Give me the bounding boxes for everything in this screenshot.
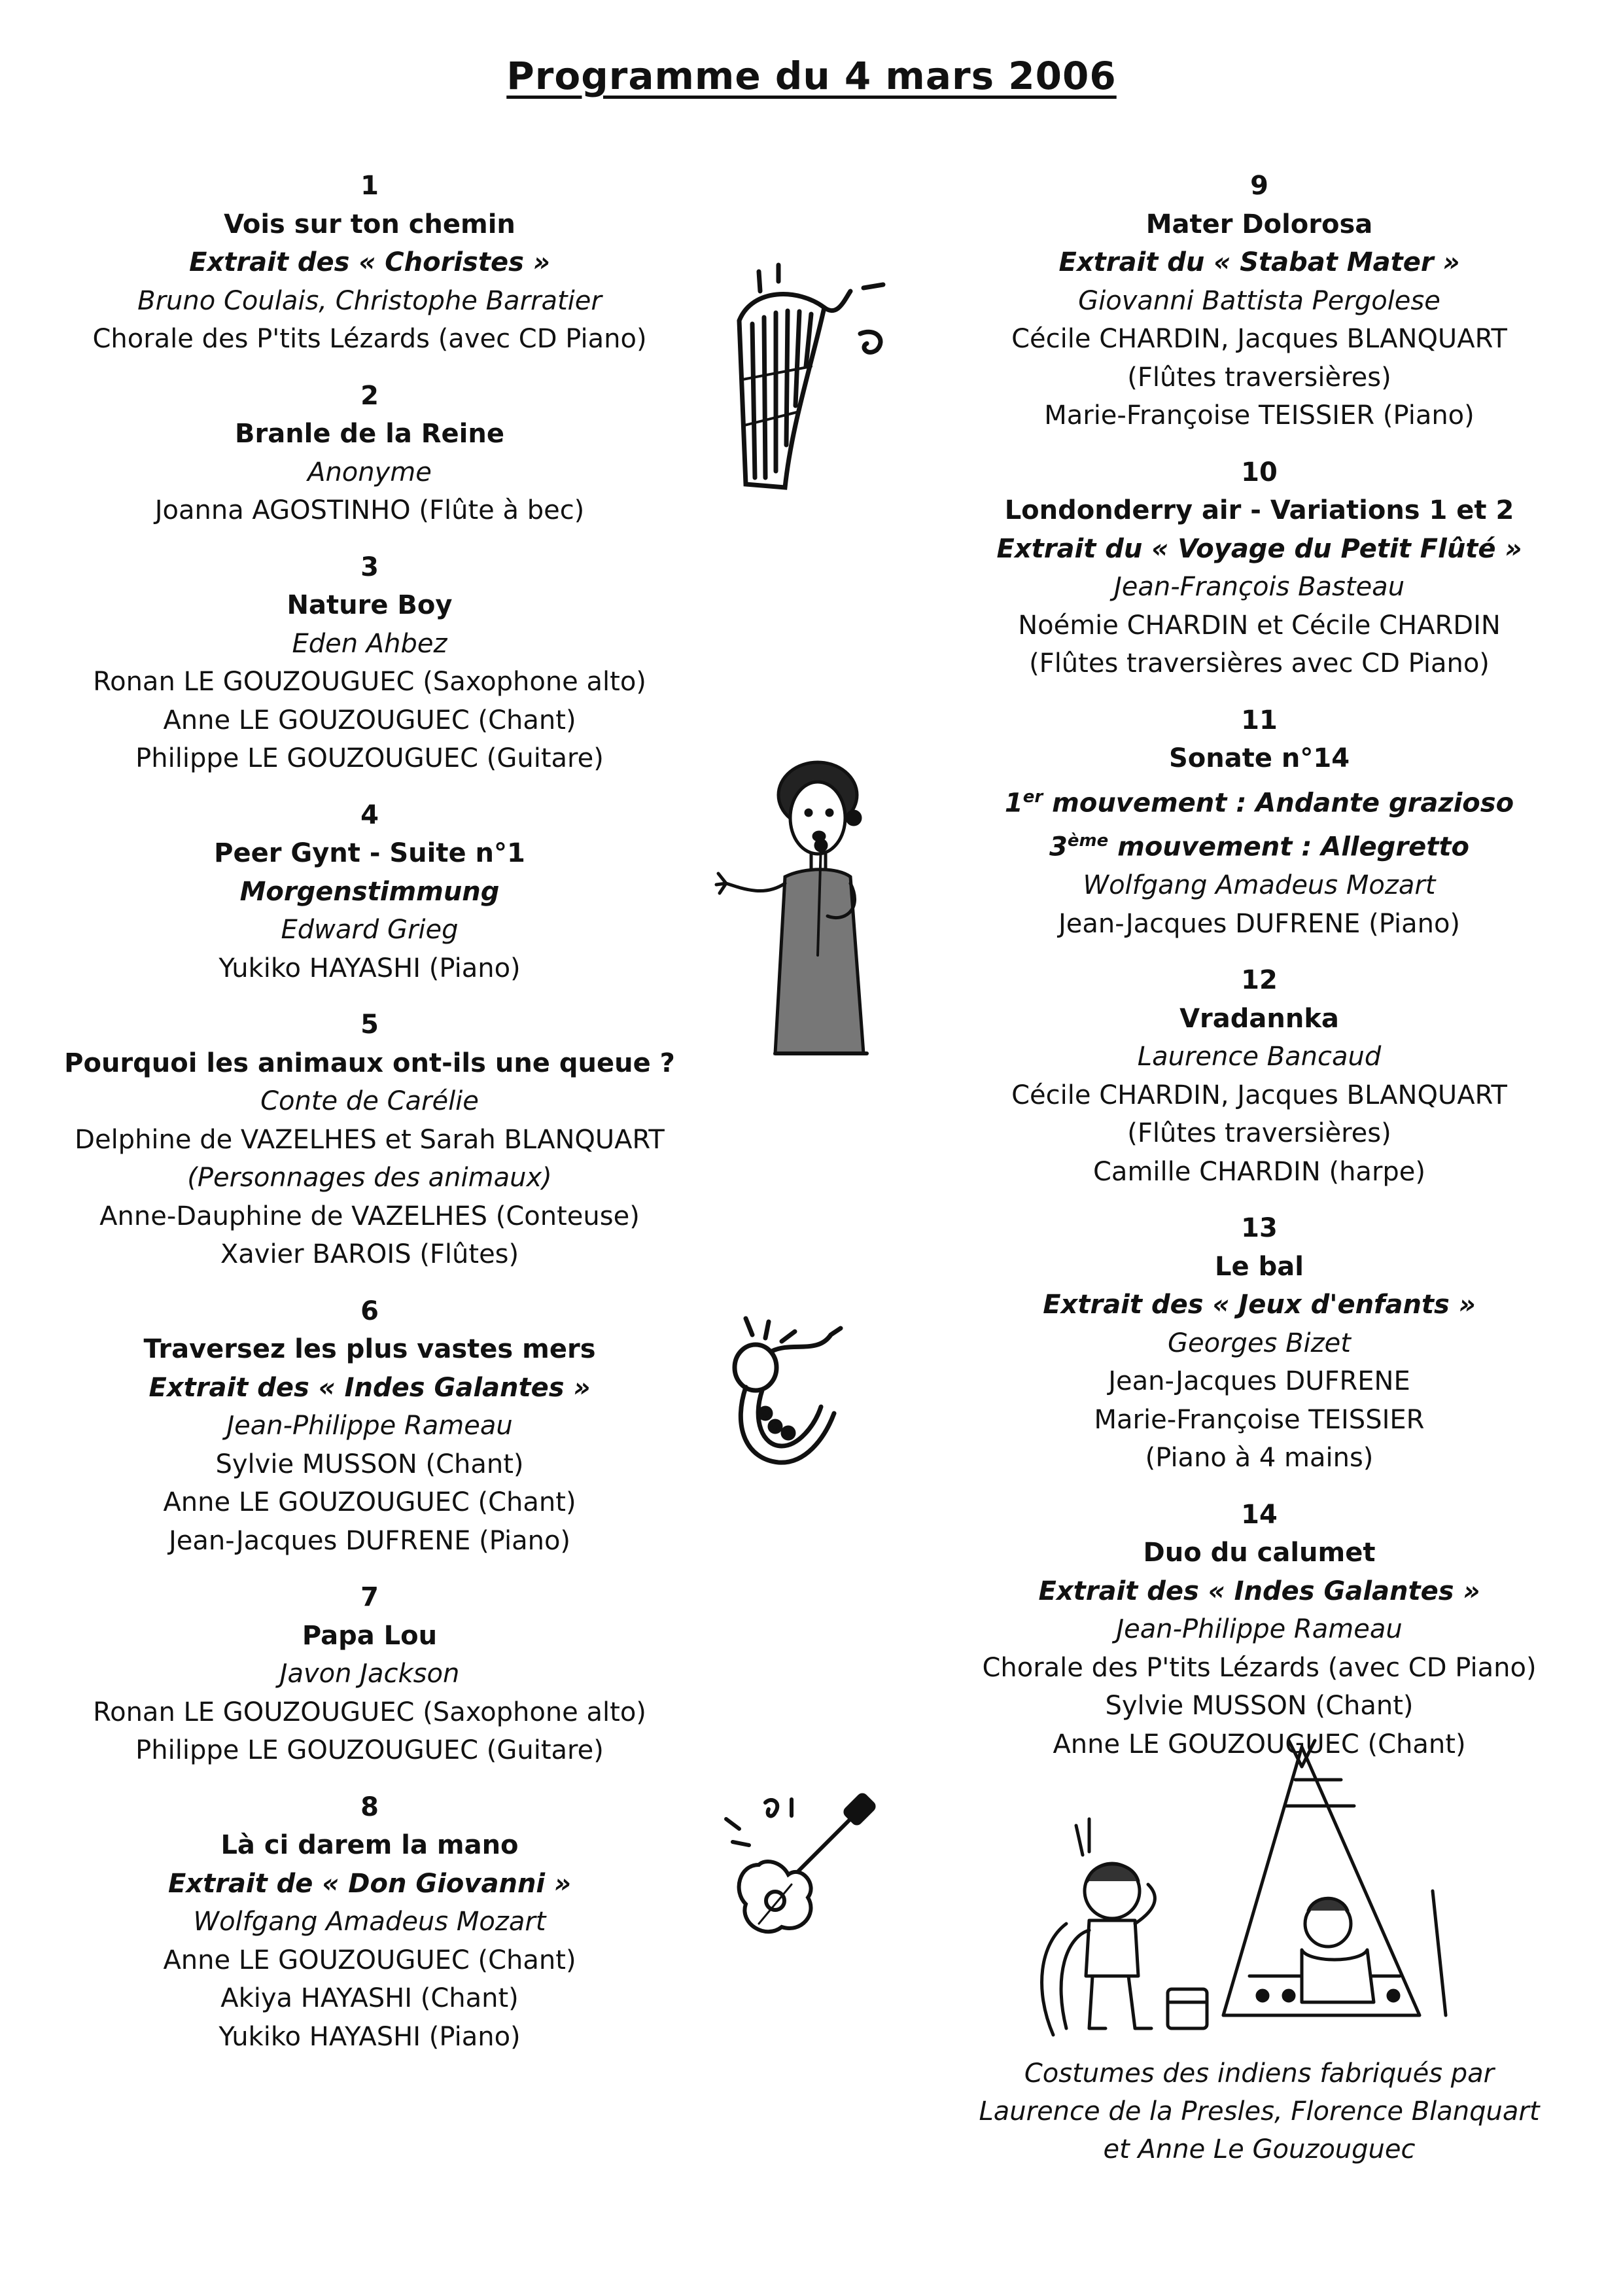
item-number: 9 <box>1250 171 1268 201</box>
credits-line: Costumes des indiens fabriqués par <box>1024 2058 1495 2089</box>
item-performer: Yukiko HAYASHI (Piano) <box>218 2021 521 2052</box>
program-item <box>929 961 1590 1191</box>
page-title: Programme du 4 mars 2006 <box>506 54 1117 98</box>
item-performer: Xavier BAROIS (Flûtes) <box>220 1239 519 1269</box>
harp-icon <box>713 262 896 497</box>
item-performer: (Flûtes traversières avec CD Piano) <box>1029 648 1490 679</box>
item-extract: Extrait du « Stabat Mater » <box>1058 247 1460 277</box>
credits-line: Laurence de la Presles, Florence Blanquart <box>979 2096 1540 2127</box>
program-item <box>929 167 1590 435</box>
indian-children-illustration <box>1027 1727 1485 2055</box>
item-number: 8 <box>360 1792 379 1822</box>
item-performer: Chorale des P'tits Lézards (avec CD Piano) <box>982 1652 1537 1683</box>
item-composer: Jean-François Basteau <box>1113 572 1405 602</box>
program-item <box>39 796 700 988</box>
item-title: Londonderry air - Variations 1 et 2 <box>1004 495 1514 525</box>
item-extract: Extrait des « Choristes » <box>189 247 550 277</box>
guitar-icon <box>720 1793 877 1950</box>
item-composer: Giovanni Battista Pergolese <box>1078 285 1440 316</box>
item-composer: Javon Jackson <box>279 1659 460 1689</box>
credits-line: et Anne Le Gouzouguec <box>1103 2134 1416 2164</box>
item-performer: Marie-Françoise TEISSIER (Piano) <box>1044 400 1475 431</box>
item-composer: Georges Bizet <box>1168 1328 1351 1358</box>
item-number: 4 <box>360 800 379 830</box>
item-performer: Anne LE GOUZOUGUEC (Chant) <box>163 1487 576 1517</box>
item-extract: Extrait du « Voyage du Petit Flûté » <box>996 533 1522 564</box>
program-item <box>39 377 700 530</box>
item-extract: Extrait des « Indes Galantes » <box>148 1372 591 1403</box>
item-performer: Akiya HAYASHI (Chant) <box>220 1983 519 2013</box>
item-composer: Wolfgang Amadeus Mozart <box>1083 870 1436 901</box>
item-performer: Jean-Jacques DUFRENE (Piano) <box>1058 908 1461 939</box>
program-item <box>39 1292 700 1561</box>
item-number: 3 <box>360 552 379 582</box>
movement-ordinal-suffix: er <box>1022 786 1043 807</box>
item-performer: Camille CHARDIN (harpe) <box>1093 1156 1425 1187</box>
program-item <box>39 167 700 359</box>
item-title: Peer Gynt - Suite n°1 <box>214 838 525 868</box>
item-number: 5 <box>360 1010 379 1040</box>
movement-ordinal-suffix: ème <box>1067 831 1109 851</box>
item-title: Le bal <box>1215 1251 1304 1282</box>
program-column-right <box>929 167 1590 1782</box>
item-performer: (Piano à 4 mains) <box>1145 1443 1374 1474</box>
movement-ordinal: 1 <box>1004 787 1023 818</box>
item-extract: Extrait des « Jeux d'enfants » <box>1043 1290 1476 1320</box>
item-number: 10 <box>1241 457 1278 487</box>
item-composer: Conte de Carélie <box>260 1086 479 1116</box>
program-item <box>929 1209 1590 1477</box>
item-number: 13 <box>1241 1213 1278 1244</box>
item-performer: Ronan LE GOUZOUGUEC (Saxophone alto) <box>93 1697 646 1727</box>
program-item <box>39 1788 700 2057</box>
item-number: 1 <box>360 171 379 201</box>
item-title: Vois sur ton chemin <box>224 209 515 239</box>
item-title: Nature Boy <box>287 590 453 620</box>
item-performer: Jean-Jacques DUFRENE <box>1108 1366 1410 1397</box>
singer-illustration <box>713 759 903 1067</box>
item-performer: Chorale des P'tits Lézards (avec CD Piano) <box>92 324 647 354</box>
item-title: Mater Dolorosa <box>1145 209 1373 239</box>
item-number: 14 <box>1241 1499 1278 1530</box>
item-performer: (Flûtes traversières) <box>1127 1118 1391 1149</box>
program-item <box>39 548 700 778</box>
movement-text: mouvement : Allegretto <box>1108 832 1469 862</box>
item-title: Traversez les plus vastes mers <box>143 1334 596 1364</box>
item-title: Là ci darem la mano <box>220 1830 519 1860</box>
item-performer: Joanna AGOSTINHO (Flûte à bec) <box>154 495 585 525</box>
item-title: Branle de la Reine <box>234 419 504 449</box>
item-performer: Anne LE GOUZOUGUEC (Chant) <box>1053 1729 1466 1759</box>
item-performer: Sylvie MUSSON (Chant) <box>215 1449 524 1479</box>
item-performer: Ronan LE GOUZOUGUEC (Saxophone alto) <box>93 667 646 697</box>
item-composer: Laurence Bancaud <box>1137 1042 1382 1072</box>
item-performer: Delphine de VAZELHES et Sarah BLANQUART <box>75 1124 665 1155</box>
costume-credits <box>929 2055 1590 2168</box>
item-performer: Sylvie MUSSON (Chant) <box>1105 1691 1414 1722</box>
item-composer: Bruno Coulais, Christophe Barratier <box>137 285 602 316</box>
item-performer: Cécile CHARDIN, Jacques BLANQUART <box>1011 1080 1507 1110</box>
program-item <box>39 1006 700 1274</box>
saxophone-icon <box>720 1315 877 1479</box>
movement-ordinal: 3 <box>1049 832 1068 862</box>
item-performer: Anne-Dauphine de VAZELHES (Conteuse) <box>99 1201 640 1231</box>
program-item <box>929 453 1590 683</box>
item-performer: Philippe LE GOUZOUGUEC (Guitare) <box>135 1735 604 1765</box>
item-extract: Extrait des « Indes Galantes » <box>1038 1576 1480 1606</box>
program-item <box>929 1496 1590 1764</box>
item-composer: Edward Grieg <box>281 915 459 945</box>
item-composer: Eden Ahbez <box>292 628 447 659</box>
item-number: 7 <box>360 1582 379 1612</box>
item-composer: Jean-Philippe Rameau <box>226 1411 513 1441</box>
program-item <box>929 701 1590 944</box>
program-item <box>39 1578 700 1770</box>
item-performer: Yukiko HAYASHI (Piano) <box>218 953 521 983</box>
item-movement <box>929 822 1590 866</box>
item-extract: Morgenstimmung <box>239 876 500 907</box>
item-number: 12 <box>1241 965 1278 996</box>
item-extract: Extrait de « Don Giovanni » <box>167 1868 572 1899</box>
item-title: Duo du calumet <box>1143 1538 1376 1568</box>
item-performer: Cécile CHARDIN, Jacques BLANQUART <box>1011 324 1507 354</box>
item-performer: Jean-Jacques DUFRENE (Piano) <box>168 1525 571 1556</box>
item-performer-role: (Personnages des animaux) <box>187 1163 552 1193</box>
program-column-left <box>39 167 700 2074</box>
item-number: 6 <box>360 1296 379 1326</box>
item-number: 11 <box>1241 705 1278 735</box>
item-performer: Philippe LE GOUZOUGUEC (Guitare) <box>135 743 604 773</box>
movement-text: mouvement : Andante grazioso <box>1043 787 1514 818</box>
item-number: 2 <box>360 380 379 411</box>
item-title: Sonate n°14 <box>1168 743 1350 773</box>
item-title: Pourquoi les animaux ont-ils une queue ? <box>64 1048 675 1078</box>
item-title: Vradannka <box>1179 1003 1339 1034</box>
item-movement <box>929 778 1590 822</box>
item-performer: Anne LE GOUZOUGUEC (Chant) <box>163 705 576 735</box>
item-performer: Noémie CHARDIN et Cécile CHARDIN <box>1018 610 1501 641</box>
item-title: Papa Lou <box>302 1620 438 1651</box>
item-composer: Wolfgang Amadeus Mozart <box>193 1907 546 1937</box>
item-composer: Anonyme <box>307 457 432 487</box>
item-composer: Jean-Philippe Rameau <box>1116 1614 1403 1645</box>
item-performer: (Flûtes traversières) <box>1127 362 1391 393</box>
item-performer: Marie-Françoise TEISSIER <box>1094 1404 1425 1435</box>
item-performer: Anne LE GOUZOUGUEC (Chant) <box>163 1945 576 1975</box>
